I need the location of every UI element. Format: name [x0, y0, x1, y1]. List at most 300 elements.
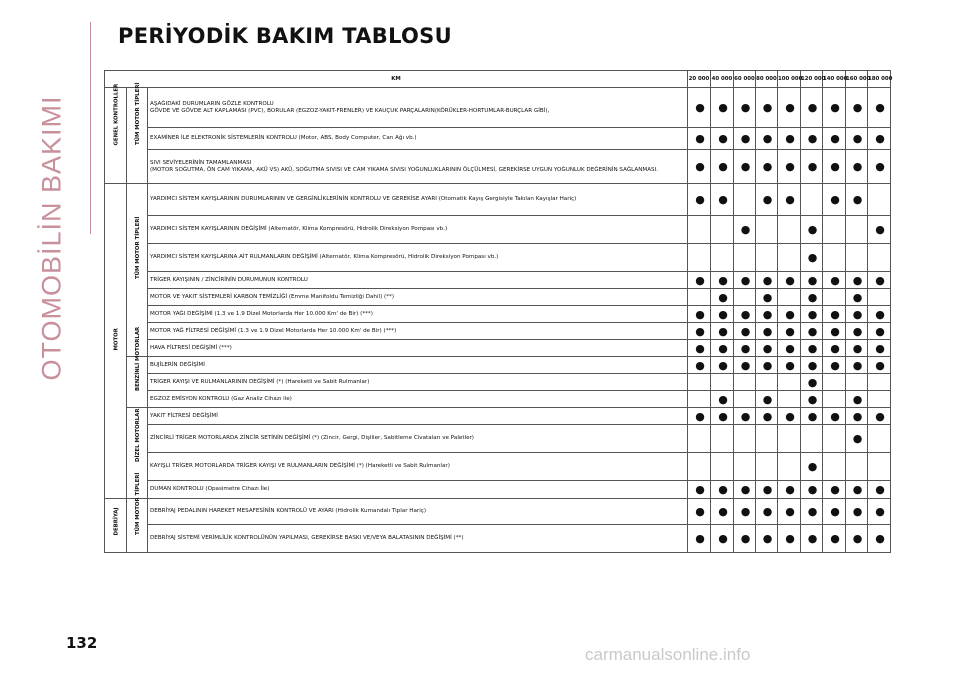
operation-line: AŞAĞIDAKİ DURUMLARIN GÖZLE KONTROLU [150, 100, 274, 107]
interval-mark-cell [868, 128, 891, 150]
bullet-mark-icon: ● [718, 132, 728, 145]
interval-mark-cell [734, 425, 756, 453]
interval-mark-cell [868, 306, 891, 323]
km-interval-header: 100 000 [778, 71, 801, 88]
operation-line: EGZOZ EMİSYON KONTROLU (Gaz Analiz Cihazı ile) [150, 395, 292, 402]
interval-mark-cell [823, 289, 846, 306]
interval-mark-cell [688, 408, 711, 425]
operation-line: HAVA FİLTRESİ DEĞİŞİMİ (***) [150, 344, 232, 351]
bullet-mark-icon: ● [852, 532, 863, 545]
side-divider-line [90, 22, 91, 234]
bullet-mark-icon: ● [830, 409, 840, 423]
km-interval-header: 160 000 [846, 71, 868, 88]
table-row [105, 357, 891, 374]
interval-mark-cell [823, 128, 846, 150]
interval-mark-cell [868, 374, 891, 391]
operation-line: KAYIŞLI TRİGER MOTORLARDA TRİGER KAYIŞI VE RULMANLARIN DEĞİŞİMİ (*) (Hareketli ve Sabit Rulmanlar) [150, 463, 450, 469]
interval-mark-cell [756, 244, 778, 272]
interval-mark-cell [778, 525, 801, 553]
operation-description [148, 88, 688, 128]
interval-mark-cell [823, 272, 846, 289]
operation-description [148, 408, 688, 425]
operation-line: TRİGER KAYIŞININ / ZİNCİRİNİN DURUMUNUN KONTROLU [150, 276, 308, 283]
bullet-mark-icon: ● [762, 505, 773, 518]
interval-mark-cell [846, 453, 868, 481]
bullet-mark-icon: ● [875, 101, 885, 114]
interval-mark-cell [868, 216, 891, 244]
interval-mark-cell [756, 272, 778, 289]
interval-mark-cell [756, 499, 778, 525]
bullet-mark-icon: ● [785, 101, 795, 114]
bullet-mark-icon: ● [762, 101, 773, 114]
interval-mark-cell [823, 184, 846, 216]
interval-mark-cell [846, 374, 868, 391]
interval-mark-cell [711, 88, 734, 128]
bullet-mark-icon: ● [830, 324, 840, 338]
interval-mark-cell [868, 425, 891, 453]
interval-mark-cell [711, 306, 734, 323]
bullet-mark-icon: ● [807, 505, 818, 518]
table-row [105, 216, 891, 244]
bullet-mark-icon: ● [695, 307, 705, 321]
bullet-mark-icon: ● [785, 160, 795, 173]
table-row [105, 289, 891, 306]
operation-line: BUJİLERİN DEĞİŞİMİ [150, 361, 205, 368]
interval-mark-cell [801, 272, 823, 289]
interval-mark-cell [868, 88, 891, 128]
interval-mark-cell [823, 88, 846, 128]
bullet-mark-icon: ● [830, 160, 840, 173]
interval-mark-cell [688, 425, 711, 453]
bullet-mark-icon: ● [807, 392, 818, 406]
interval-mark-cell [846, 408, 868, 425]
interval-mark-cell [801, 88, 823, 128]
interval-mark-cell [778, 289, 801, 306]
bullet-mark-icon: ● [852, 392, 863, 406]
bullet-mark-icon: ● [807, 358, 818, 372]
interval-mark-cell [823, 357, 846, 374]
bullet-mark-icon: ● [830, 358, 840, 372]
operation-line: MOTOR VE YAKIT SİSTEMLERİ KARBON TEMİZLİĞİ (Emme Manifoldu Temizliği Dahil) (**) [150, 293, 394, 300]
interval-mark-cell [868, 289, 891, 306]
interval-mark-cell [734, 408, 756, 425]
bullet-mark-icon: ● [762, 290, 773, 304]
interval-mark-cell [801, 453, 823, 481]
interval-mark-cell [756, 216, 778, 244]
interval-mark-cell [868, 391, 891, 408]
operation-description [148, 340, 688, 357]
bullet-mark-icon: ● [830, 273, 840, 287]
bullet-mark-icon: ● [830, 193, 840, 206]
bullet-mark-icon: ● [695, 341, 705, 355]
operation-line: (MOTOR SOĞUTMA, ÖN CAM YIKAMA, AKÜ VS) AKÜ, SOĞUTMA SIVISI VE CAM YIKAMA SIVISI YOĞUNLUKLARININ ÖLÇÜLMESİ, GEREKİRSE UYGUN YOĞUNLUK DEĞERİNİN SAĞLANMASI. [150, 166, 659, 173]
bullet-mark-icon: ● [762, 358, 773, 372]
bullet-mark-icon: ● [785, 193, 795, 206]
interval-mark-cell [778, 88, 801, 128]
interval-mark-cell [711, 391, 734, 408]
interval-mark-cell [778, 272, 801, 289]
interval-mark-cell [711, 323, 734, 340]
bullet-mark-icon: ● [740, 132, 751, 145]
interval-mark-cell [688, 525, 711, 553]
interval-mark-cell [734, 340, 756, 357]
interval-mark-cell [778, 323, 801, 340]
interval-mark-cell [734, 323, 756, 340]
interval-mark-cell [823, 306, 846, 323]
table-row [105, 272, 891, 289]
bullet-mark-icon: ● [852, 341, 863, 355]
interval-mark-cell [688, 340, 711, 357]
bullet-mark-icon: ● [762, 483, 773, 496]
section-label-cell [105, 184, 127, 499]
bullet-mark-icon: ● [718, 290, 728, 304]
interval-mark-cell [756, 391, 778, 408]
bullet-mark-icon: ● [785, 324, 795, 338]
interval-mark-cell [778, 408, 801, 425]
interval-mark-cell [734, 481, 756, 499]
interval-mark-cell [801, 184, 823, 216]
operation-description [148, 374, 688, 391]
interval-mark-cell [846, 525, 868, 553]
bullet-mark-icon: ● [740, 532, 751, 545]
bullet-mark-icon: ● [875, 160, 885, 173]
interval-mark-cell [734, 216, 756, 244]
interval-mark-cell [711, 272, 734, 289]
bullet-mark-icon: ● [875, 532, 885, 545]
interval-mark-cell [868, 150, 891, 184]
interval-mark-cell [711, 374, 734, 391]
interval-mark-cell [801, 408, 823, 425]
bullet-mark-icon: ● [740, 483, 751, 496]
bullet-mark-icon: ● [875, 307, 885, 321]
interval-mark-cell [868, 357, 891, 374]
interval-mark-cell [846, 289, 868, 306]
km-interval-header: 60 000 [734, 71, 756, 88]
interval-mark-cell [868, 323, 891, 340]
interval-mark-cell [846, 323, 868, 340]
bullet-mark-icon: ● [718, 505, 728, 518]
bullet-mark-icon: ● [807, 307, 818, 321]
interval-mark-cell [734, 289, 756, 306]
km-interval-header: 20 000 [688, 71, 711, 88]
bullet-mark-icon: ● [852, 101, 863, 114]
interval-mark-cell [756, 425, 778, 453]
bullet-mark-icon: ● [875, 358, 885, 372]
bullet-mark-icon: ● [785, 132, 795, 145]
bullet-mark-icon: ● [762, 132, 773, 145]
bullet-mark-icon: ● [740, 358, 751, 372]
interval-mark-cell [756, 408, 778, 425]
bullet-mark-icon: ● [740, 307, 751, 321]
bullet-mark-icon: ● [807, 251, 818, 264]
page-number: 132 [66, 634, 98, 652]
table-row [105, 453, 891, 481]
operation-description [148, 425, 688, 453]
operation-line: GÖVDE VE GÖVDE ALT KAPLAMASI (PVC), BORULAR (EGZOZ-YAKIT-FRENLER) VE KAUÇUK PARÇALARIN(KÖRÜKLER-HORTUMLAR-BURÇLAR GİBİ), [150, 107, 550, 114]
bullet-mark-icon: ● [762, 341, 773, 355]
interval-mark-cell [711, 425, 734, 453]
interval-mark-cell [734, 150, 756, 184]
bullet-mark-icon: ● [807, 460, 818, 473]
interval-mark-cell [778, 481, 801, 499]
interval-mark-cell [756, 374, 778, 391]
interval-mark-cell [846, 499, 868, 525]
table-row [105, 408, 891, 425]
operation-line: ZİNCİRLİ TRİGER MOTORLARDA ZİNCİR SETİNİN DEĞİŞİMİ (*) (Zincir, Gergi, Dişliler, Sabitleme Civataları ve Paletler) [150, 435, 474, 441]
operation-line: DEBRİYAJ SİSTEMİ VERİMLİLİK KONTROLÜNÜN YAPILMASI, GEREKİRSE BASKI VE/VEYA BALATASININ DEĞİŞİMİ (**) [150, 535, 464, 541]
interval-mark-cell [711, 357, 734, 374]
km-interval-header: 180 000 [868, 71, 891, 88]
km-header: KM [105, 71, 688, 88]
bullet-mark-icon: ● [718, 483, 728, 496]
interval-mark-cell [778, 244, 801, 272]
interval-mark-cell [823, 150, 846, 184]
interval-mark-cell [711, 244, 734, 272]
operation-line: DUMAN KONTROLU (Opasimetre Cihazı İle) [150, 486, 270, 492]
bullet-mark-icon: ● [830, 101, 840, 114]
interval-mark-cell [801, 499, 823, 525]
interval-mark-cell [778, 340, 801, 357]
interval-mark-cell [801, 244, 823, 272]
interval-mark-cell [734, 128, 756, 150]
interval-mark-cell [823, 340, 846, 357]
bullet-mark-icon: ● [718, 532, 728, 545]
interval-mark-cell [734, 525, 756, 553]
interval-mark-cell [756, 340, 778, 357]
bullet-mark-icon: ● [695, 160, 705, 173]
bullet-mark-icon: ● [695, 358, 705, 372]
bullet-mark-icon: ● [807, 290, 818, 304]
bullet-mark-icon: ● [718, 358, 728, 372]
bullet-mark-icon: ● [762, 324, 773, 338]
section-label-cell [105, 499, 127, 553]
operation-description [148, 481, 688, 499]
bullet-mark-icon: ● [807, 409, 818, 423]
interval-mark-cell [846, 150, 868, 184]
bullet-mark-icon: ● [740, 505, 751, 518]
interval-mark-cell [868, 499, 891, 525]
interval-mark-cell [734, 374, 756, 391]
bullet-mark-icon: ● [807, 532, 818, 545]
bullet-mark-icon: ● [875, 324, 885, 338]
interval-mark-cell [801, 216, 823, 244]
bullet-mark-icon: ● [807, 160, 818, 173]
bullet-mark-icon: ● [807, 341, 818, 355]
engine-type-label: TÜM MOTOR TİPLERİ [135, 82, 141, 145]
operation-description [148, 391, 688, 408]
interval-mark-cell [688, 184, 711, 216]
table-row [105, 184, 891, 216]
bullet-mark-icon: ● [875, 483, 885, 496]
operation-line: YARDIMCI SİSTEM KAYIŞLARININ DURUMLARININ VE GERGİNLİKLERİNİN KONTROLU VE GEREKİSE AYARI (Otomatik Kayış Gergisiyle Takılan Kayışlar Hariç) [150, 196, 577, 202]
bullet-mark-icon: ● [718, 273, 728, 287]
interval-mark-cell [846, 425, 868, 453]
interval-mark-cell [801, 323, 823, 340]
interval-mark-cell [711, 150, 734, 184]
bullet-mark-icon: ● [807, 223, 818, 236]
interval-mark-cell [823, 453, 846, 481]
side-chapter-title-text: OTOMOBİLİN BAKIMI [36, 95, 67, 381]
interval-mark-cell [778, 453, 801, 481]
engine-type-label: TÜM MOTOR TİPLERİ [135, 216, 141, 279]
table-row [105, 128, 891, 150]
bullet-mark-icon: ● [830, 307, 840, 321]
km-interval-header: 40 000 [711, 71, 734, 88]
bullet-mark-icon: ● [785, 358, 795, 372]
interval-mark-cell [801, 525, 823, 553]
interval-mark-cell [846, 128, 868, 150]
bullet-mark-icon: ● [852, 290, 863, 304]
interval-mark-cell [711, 408, 734, 425]
engine-type-label-cell [127, 472, 148, 553]
table-row [105, 425, 891, 453]
table-row [105, 244, 891, 272]
interval-mark-cell [868, 184, 891, 216]
interval-mark-cell [711, 340, 734, 357]
bullet-mark-icon: ● [830, 483, 840, 496]
interval-mark-cell [868, 244, 891, 272]
interval-mark-cell [778, 216, 801, 244]
bullet-mark-icon: ● [718, 160, 728, 173]
interval-mark-cell [756, 481, 778, 499]
engine-type-label: DİZEL MOTORLAR [135, 408, 141, 462]
interval-mark-cell [756, 525, 778, 553]
bullet-mark-icon: ● [785, 341, 795, 355]
interval-mark-cell [868, 525, 891, 553]
bullet-mark-icon: ● [830, 132, 840, 145]
interval-mark-cell [756, 357, 778, 374]
operation-line: YARDIMCI SİSTEM KAYIŞLARININ DEĞİŞİMİ (Alternatör, Klima Kompresörü, Hidrolik Direksiyon Pompası vb.) [150, 226, 448, 232]
bullet-mark-icon: ● [762, 273, 773, 287]
bullet-mark-icon: ● [785, 273, 795, 287]
table-row [105, 481, 891, 499]
bullet-mark-icon: ● [852, 358, 863, 372]
interval-mark-cell [778, 128, 801, 150]
watermark: carmanualsonline.info [585, 645, 751, 664]
interval-mark-cell [801, 425, 823, 453]
table-row [105, 340, 891, 357]
bullet-mark-icon: ● [852, 483, 863, 496]
maintenance-schedule-table [104, 70, 891, 553]
interval-mark-cell [734, 357, 756, 374]
operation-description [148, 216, 688, 244]
bullet-mark-icon: ● [740, 409, 751, 423]
bullet-mark-icon: ● [695, 409, 705, 423]
interval-mark-cell [801, 391, 823, 408]
bullet-mark-icon: ● [695, 505, 705, 518]
bullet-mark-icon: ● [807, 101, 818, 114]
bullet-mark-icon: ● [762, 409, 773, 423]
interval-mark-cell [688, 244, 711, 272]
interval-mark-cell [823, 244, 846, 272]
interval-mark-cell [778, 150, 801, 184]
interval-mark-cell [734, 453, 756, 481]
bullet-mark-icon: ● [740, 101, 751, 114]
bullet-mark-icon: ● [718, 101, 728, 114]
bullet-mark-icon: ● [762, 532, 773, 545]
bullet-mark-icon: ● [852, 132, 863, 145]
interval-mark-cell [711, 481, 734, 499]
operation-description [148, 244, 688, 272]
bullet-mark-icon: ● [718, 409, 728, 423]
engine-type-label: TÜM MOTOR TİPLERİ [135, 472, 141, 535]
interval-mark-cell [756, 323, 778, 340]
operation-description [148, 128, 688, 150]
interval-mark-cell [756, 150, 778, 184]
interval-mark-cell [846, 357, 868, 374]
interval-mark-cell [801, 340, 823, 357]
interval-mark-cell [734, 272, 756, 289]
operation-line: EXAMİNER İLE ELEKTRONİK SİSTEMLERİN KONTROLU (Motor, ABS, Body Computer, Can Ağı vb.) [150, 135, 417, 141]
interval-mark-cell [688, 499, 711, 525]
interval-mark-cell [688, 323, 711, 340]
interval-mark-cell [823, 374, 846, 391]
bullet-mark-icon: ● [875, 409, 885, 423]
table-row [105, 306, 891, 323]
bullet-mark-icon: ● [695, 132, 705, 145]
bullet-mark-icon: ● [718, 193, 728, 206]
bullet-mark-icon: ● [718, 341, 728, 355]
interval-mark-cell [823, 323, 846, 340]
section-label-cell [105, 83, 127, 184]
interval-mark-cell [778, 184, 801, 216]
bullet-mark-icon: ● [695, 324, 705, 338]
table-row [105, 391, 891, 408]
engine-type-label: BENZİNLİ MOTORLAR [135, 326, 141, 391]
section-label: DEBRİYAJ [113, 507, 120, 535]
interval-mark-cell [711, 184, 734, 216]
interval-mark-cell [711, 525, 734, 553]
bullet-mark-icon: ● [830, 505, 840, 518]
bullet-mark-icon: ● [807, 375, 818, 389]
operation-description [148, 499, 688, 525]
operation-line: TRİGER KAYIŞI VE RULMANLARININ DEĞİŞİMİ (*) (Hareketli ve Sabit Rulmanlar) [150, 378, 370, 385]
interval-mark-cell [734, 499, 756, 525]
operation-line: DEBRİYAJ PEDALININ HAREKET MESAFESİNİN KONTROLÜ VE AYARI (Hidrolik Kumandalı Tiplar Hariç) [150, 508, 427, 514]
interval-mark-cell [688, 374, 711, 391]
interval-mark-cell [688, 391, 711, 408]
page-title: PERİYODİK BAKIM TABLOSU [118, 24, 452, 48]
interval-mark-cell [846, 244, 868, 272]
operation-description [148, 357, 688, 374]
bullet-mark-icon: ● [852, 505, 863, 518]
interval-mark-cell [734, 244, 756, 272]
bullet-mark-icon: ● [740, 341, 751, 355]
bullet-mark-icon: ● [740, 273, 751, 287]
interval-mark-cell [801, 357, 823, 374]
interval-mark-cell [756, 88, 778, 128]
bullet-mark-icon: ● [875, 132, 885, 145]
interval-mark-cell [778, 306, 801, 323]
bullet-mark-icon: ● [762, 193, 773, 206]
interval-mark-cell [778, 391, 801, 408]
interval-mark-cell [823, 499, 846, 525]
interval-mark-cell [868, 340, 891, 357]
interval-mark-cell [756, 453, 778, 481]
interval-mark-cell [846, 391, 868, 408]
interval-mark-cell [711, 128, 734, 150]
bullet-mark-icon: ● [695, 193, 705, 206]
interval-mark-cell [688, 306, 711, 323]
bullet-mark-icon: ● [785, 532, 795, 545]
interval-mark-cell [756, 184, 778, 216]
table-row [105, 374, 891, 391]
interval-mark-cell [823, 525, 846, 553]
interval-mark-cell [688, 453, 711, 481]
interval-mark-cell [778, 357, 801, 374]
bullet-mark-icon: ● [695, 273, 705, 287]
bullet-mark-icon: ● [718, 392, 728, 406]
